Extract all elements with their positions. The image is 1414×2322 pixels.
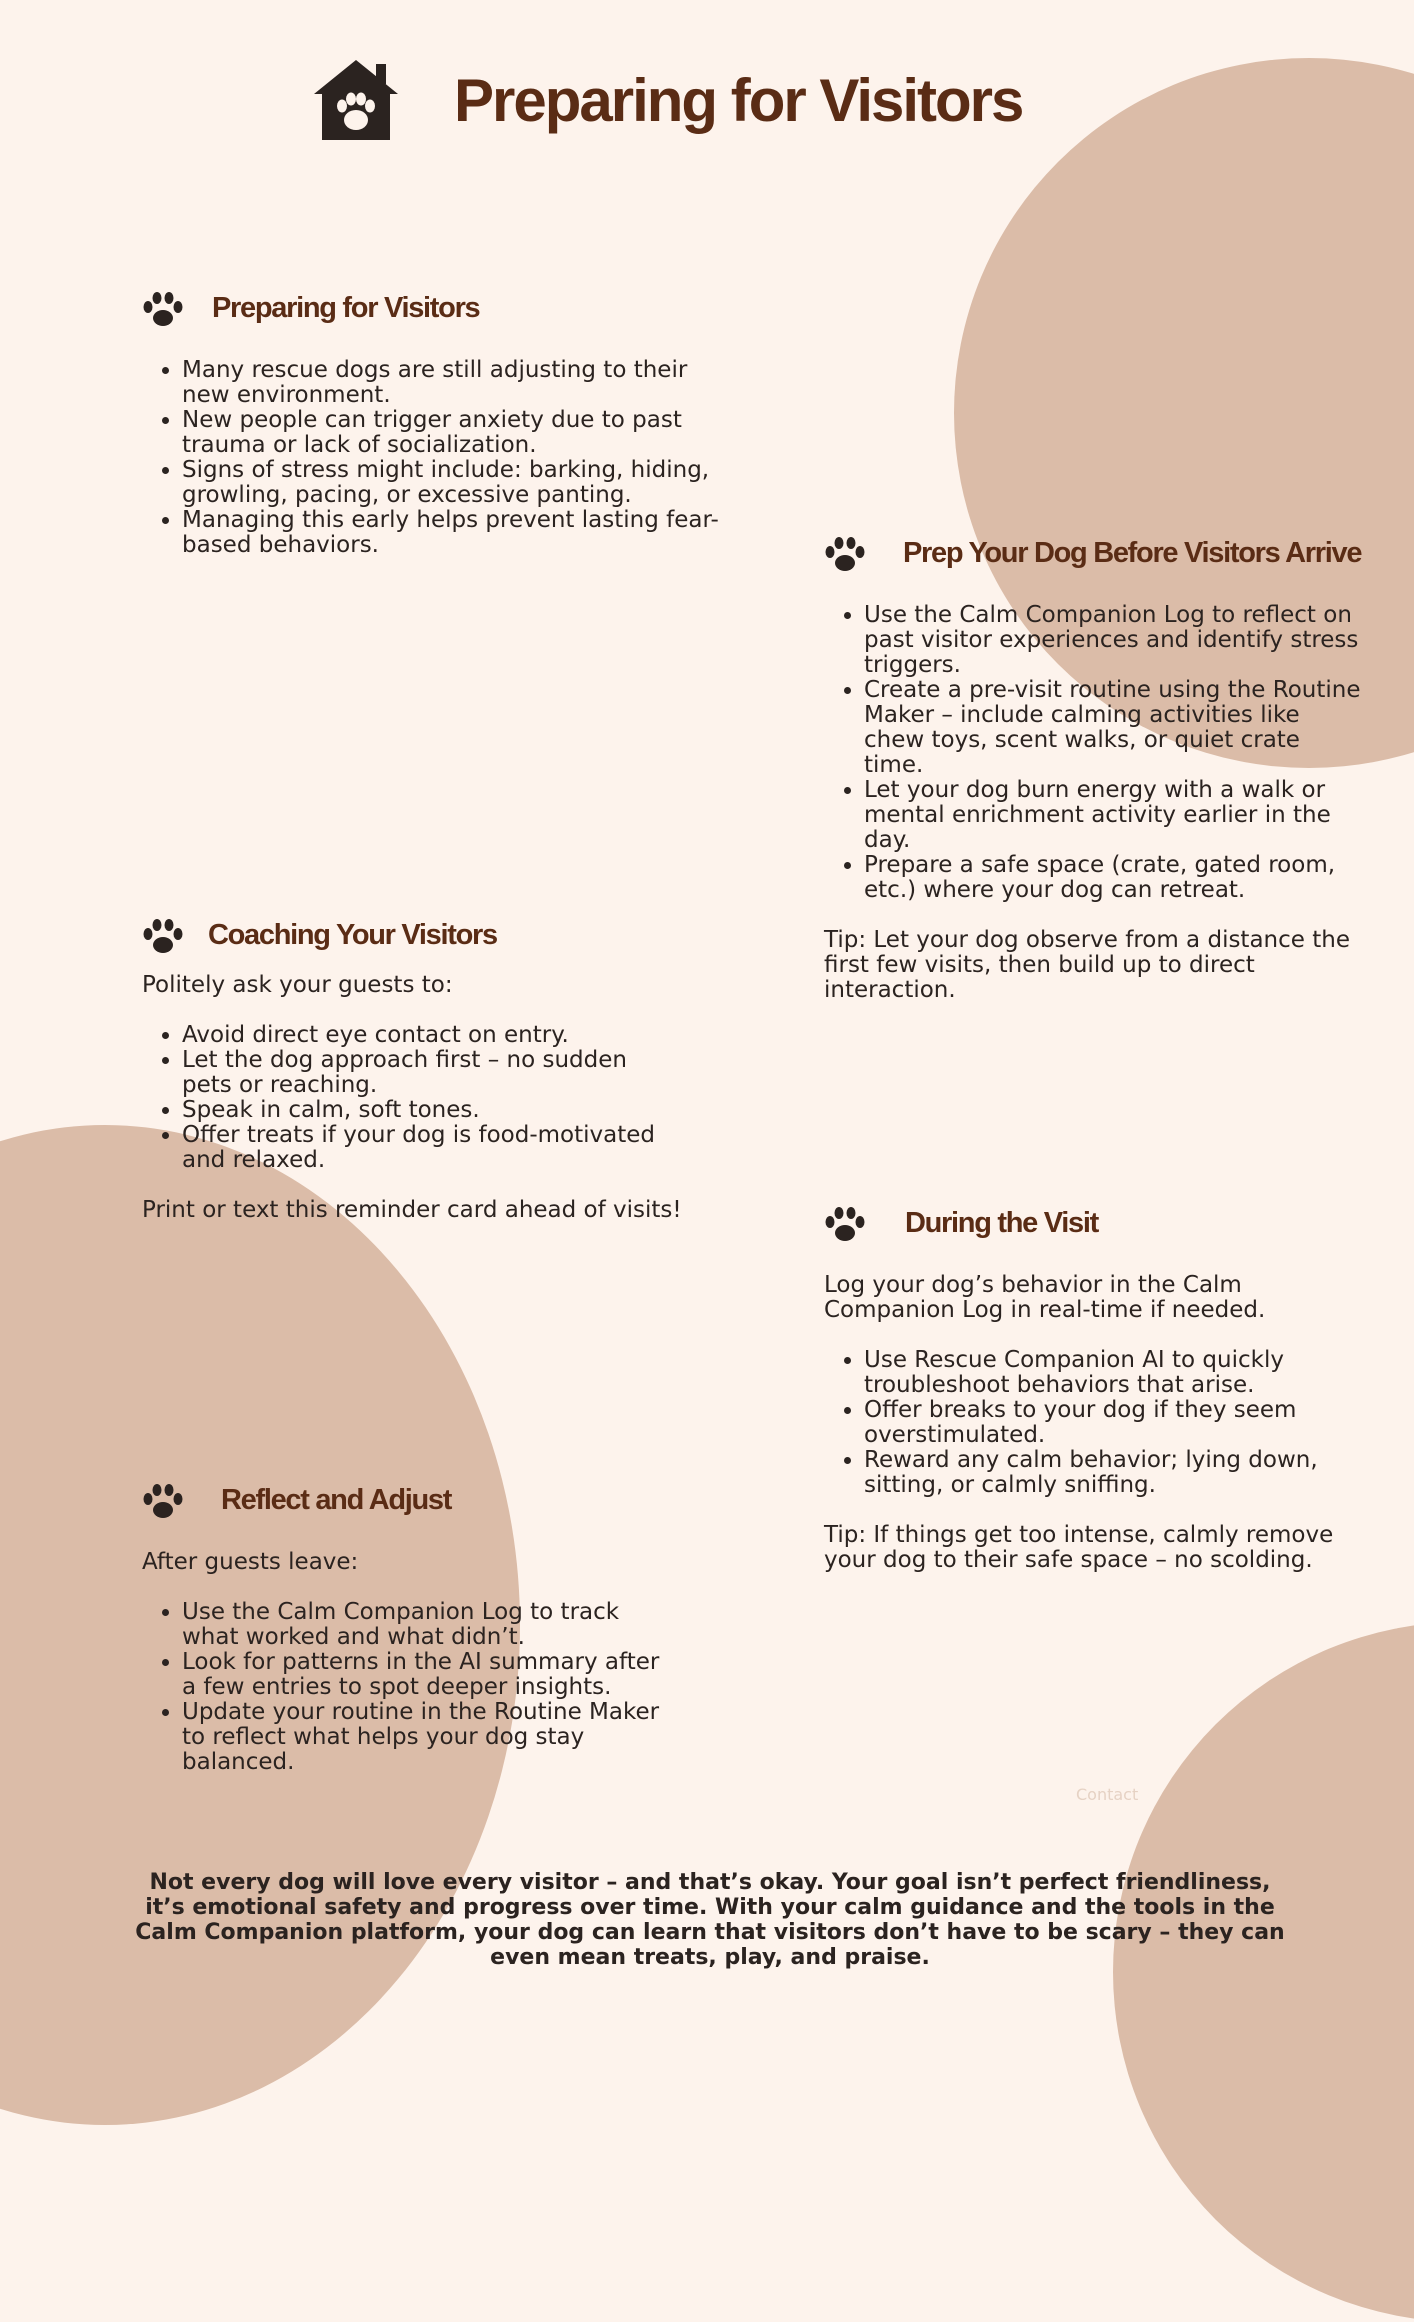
list-item: • Avoid direct eye contact on entry. — [182, 1023, 682, 1048]
list-item: • Let your dog burn energy with a walk or mental enrichment activity earlier in the day. — [864, 778, 1364, 853]
section-title: Coaching Your Visitors — [208, 919, 497, 951]
page-header — [310, 56, 1030, 146]
page-title: Preparing for Visitors — [454, 67, 1023, 134]
closing-message: Not every dog will love every visitor – and that’s okay. Your goal isn’t perfect friendliness, it’s emotional safety and progress over time. With your calm guidance and the tools in the Calm Companion platform, your dog can learn that visitors don’t have to be scary – they can even mean treats, play, and praise. — [135, 1870, 1285, 1970]
list-item: • Offer treats if your dog is food-motivated and relaxed. — [182, 1123, 682, 1173]
list-item: • Many rescue dogs are still adjusting to their new environment. — [182, 358, 732, 408]
list-item: • Managing this early helps prevent lasting fear-based behaviors. — [182, 508, 732, 558]
list-item: • New people can trigger anxiety due to past trauma or lack of socialization. — [182, 408, 732, 458]
bullet-list — [142, 1600, 662, 1775]
section-title: Prep Your Dog Before Visitors Arrive — [903, 537, 1362, 569]
section-header — [824, 533, 1364, 581]
list-item: • Speak in calm, soft tones. — [182, 1098, 682, 1123]
section-reflect — [142, 1480, 662, 1775]
bullet-list — [824, 603, 1364, 903]
list-item: • Reward any calm behavior; lying down, sitting, or calmly sniffing. — [864, 1448, 1364, 1498]
section-during — [824, 1203, 1364, 1573]
list-item: • Use Rescue Companion AI to quickly troubleshoot behaviors that arise. — [864, 1348, 1364, 1398]
bullet-list — [142, 358, 732, 558]
tip-text: Tip: If things get too intense, calmly remove your dog to their safe space – no scolding. — [824, 1522, 1334, 1573]
list-item: • Offer breaks to your dog if they seem overstimulated. — [864, 1398, 1364, 1448]
contact-ghost-text: Contact — [1076, 1785, 1139, 1804]
tip-text: Tip: Let your dog observe from a distance the first few visits, then build up to direct interaction. — [824, 927, 1350, 1003]
note-text: Print or text this reminder card ahead of visits! — [142, 1197, 682, 1223]
intro-text: Log your dog’s behavior in the Calm Companion Log in real-time if needed. — [824, 1272, 1266, 1323]
intro-text: Politely ask your guests to: — [142, 972, 453, 998]
section-title: Preparing for Visitors — [212, 292, 480, 324]
paw-icon — [824, 1205, 866, 1243]
list-item: • Update your routine in the Routine Maker to reflect what helps your dog stay balanced. — [182, 1700, 662, 1775]
section-header — [142, 915, 682, 963]
bullet-list — [824, 1348, 1364, 1498]
list-item: • Signs of stress might include: barking, hiding, growling, pacing, or excessive panting. — [182, 458, 732, 508]
section-coaching — [142, 915, 682, 1223]
list-item: • Prepare a safe space (crate, gated room, etc.) where your dog can retreat. — [864, 853, 1364, 903]
section-header — [824, 1203, 1364, 1251]
section-title: During the Visit — [905, 1207, 1098, 1239]
paw-icon — [824, 535, 866, 573]
list-item: • Create a pre-visit routine using the Routine Maker – include calming activities like chew toys, scent walks, or quiet crate time. — [864, 678, 1364, 778]
section-header — [142, 1480, 662, 1528]
list-item: • Look for patterns in the AI summary after a few entries to spot deeper insights. — [182, 1650, 662, 1700]
decorative-circle-bottom-right — [1113, 1622, 1414, 2322]
list-item: • Let the dog approach first – no sudden pets or reaching. — [182, 1048, 682, 1098]
section-preparing — [142, 288, 732, 558]
section-header — [142, 288, 732, 336]
paw-icon — [142, 917, 184, 955]
intro-text: After guests leave: — [142, 1549, 359, 1575]
house-paw-icon — [310, 56, 402, 142]
section-prep-dog — [824, 533, 1364, 1003]
section-title: Reflect and Adjust — [221, 1484, 452, 1516]
paw-icon — [142, 290, 184, 328]
paw-icon — [142, 1482, 184, 1520]
list-item: • Use the Calm Companion Log to reflect on past visitor experiences and identify stress triggers. — [864, 603, 1364, 678]
bullet-list — [142, 1023, 682, 1173]
list-item: • Use the Calm Companion Log to track what worked and what didn’t. — [182, 1600, 662, 1650]
